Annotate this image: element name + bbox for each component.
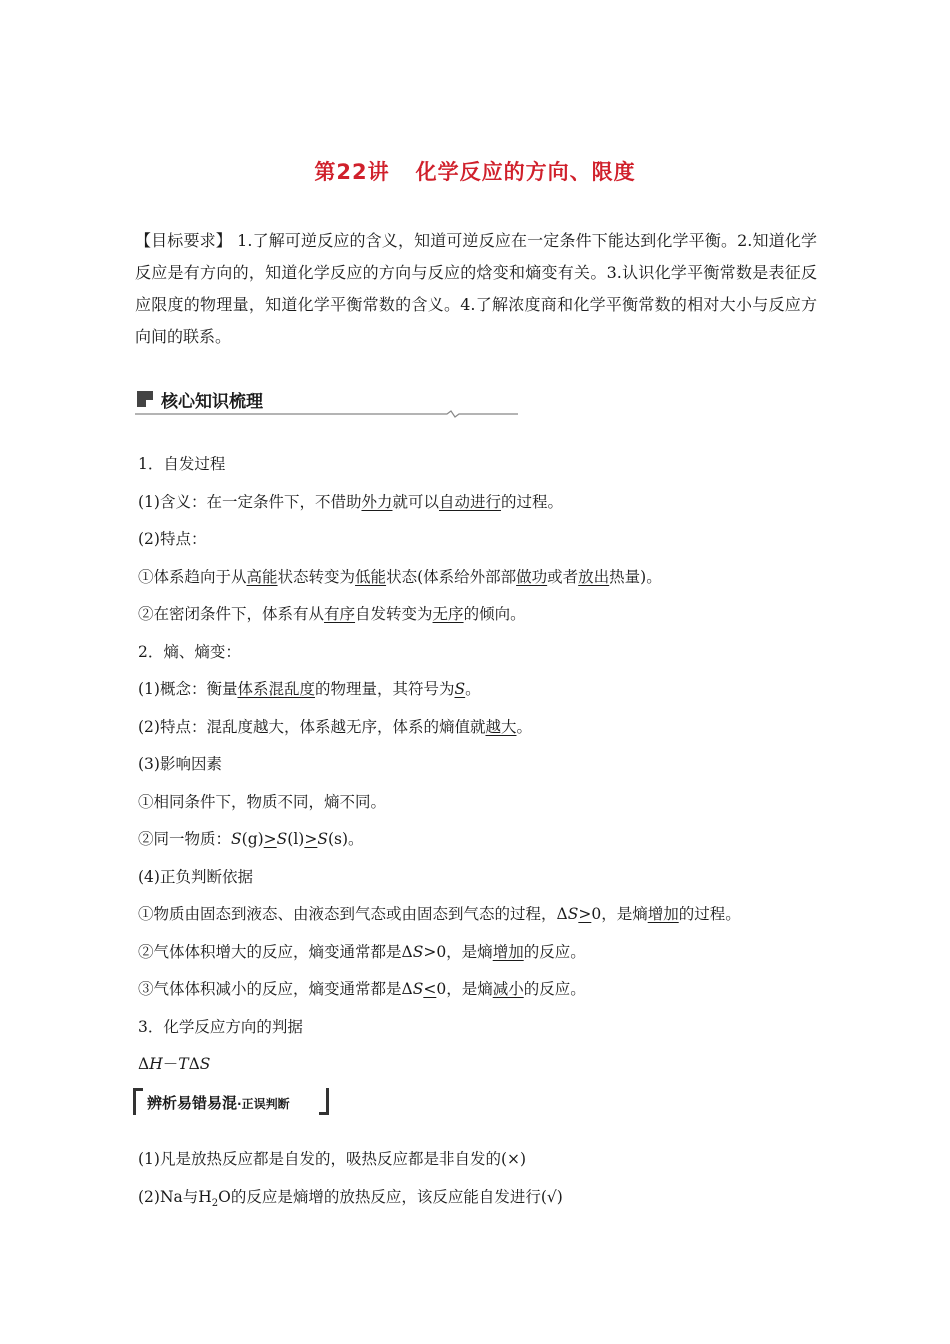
symbol: S bbox=[412, 942, 424, 961]
text: Δ bbox=[188, 1055, 200, 1073]
text: 的过程。 bbox=[501, 492, 564, 511]
answer-blank: S bbox=[454, 680, 466, 698]
answer-blank: 体系混乱度 bbox=[237, 680, 315, 698]
text: >0，是熵 bbox=[423, 942, 493, 961]
judgement-item: (1)凡是放热反应都是自发的，吸热反应都是非自发的(×) bbox=[138, 1150, 527, 1168]
text: ①体系趋向于从 bbox=[138, 567, 247, 586]
text: Δ bbox=[138, 1055, 150, 1073]
text: 自发转变为 bbox=[355, 605, 433, 623]
judgement-list bbox=[138, 1141, 838, 1216]
text: 0，是熵 bbox=[436, 980, 493, 998]
section-underline bbox=[135, 409, 520, 419]
text: 的倾向。 bbox=[463, 605, 526, 623]
answer-blank: 自动进行 bbox=[439, 492, 502, 511]
content-line bbox=[138, 484, 838, 522]
section-square-icon bbox=[137, 391, 153, 407]
text: 0，是熵 bbox=[591, 905, 648, 923]
text: 。 bbox=[465, 680, 481, 698]
symbol: S bbox=[199, 1055, 211, 1073]
content-line: (4)正负判断依据 bbox=[138, 867, 253, 886]
answer-blank: 增加 bbox=[492, 942, 524, 961]
symbol: S bbox=[231, 830, 242, 848]
text: (l) bbox=[287, 830, 305, 848]
text: 热量)。 bbox=[609, 567, 662, 586]
content-line bbox=[138, 821, 838, 859]
right-bracket-icon bbox=[319, 1088, 329, 1115]
text: 的物理量，其符号为 bbox=[314, 680, 455, 698]
text: (1)概念：衡量 bbox=[138, 680, 238, 698]
judgement-item bbox=[138, 1179, 838, 1217]
answer-blank: > bbox=[304, 830, 318, 848]
text: 的反应。 bbox=[523, 980, 586, 998]
content-line: (2)特点： bbox=[138, 530, 207, 548]
content-line bbox=[138, 934, 838, 972]
text: 。 bbox=[516, 717, 532, 736]
symbol: S bbox=[412, 980, 424, 998]
text: (1)含义：在一定条件下，不借助 bbox=[138, 492, 362, 511]
text: 状态(体系给外部部 bbox=[386, 567, 517, 586]
content-line bbox=[138, 559, 838, 597]
text: ①物质由固态到液态、由液态到气态或由固态到气态的过程，Δ bbox=[138, 905, 568, 923]
answer-blank: > bbox=[578, 905, 592, 923]
goals-text: 1.了解可逆反应的含义，知道可逆反应在一定条件下能达到化学平衡。2.知道化学反应是有方向的，知道化学反应的方向与反应的焓变和熵变有关。3.认识化学平衡常数是表征反应限度的物理量，知道化学平衡常数的含义。4.了解浓度商和化学平衡常数的相对大小与反应方向间的联系。 bbox=[135, 231, 817, 346]
text: ②同一物质： bbox=[138, 830, 232, 848]
page-title bbox=[0, 156, 950, 186]
answer-blank: 增加 bbox=[647, 905, 679, 923]
answer-blank: > bbox=[263, 830, 277, 848]
text: 就可以 bbox=[392, 492, 439, 511]
text: ②气体体积增大的反应，熵变通常都是Δ bbox=[138, 942, 413, 961]
text: ③气体体积减小的反应，熵变通常都是Δ bbox=[138, 980, 413, 998]
knowledge-content bbox=[138, 446, 838, 1084]
text: － bbox=[162, 1055, 179, 1073]
answer-blank: 减小 bbox=[492, 980, 524, 998]
symbol: H bbox=[149, 1055, 163, 1073]
content-line bbox=[138, 971, 838, 1009]
learning-goals bbox=[135, 225, 817, 353]
symbol: S bbox=[567, 905, 579, 923]
box-title-sub: ·正误判断 bbox=[237, 1097, 290, 1111]
answer-blank: 低能 bbox=[355, 567, 387, 586]
goals-tag: 【目标要求】 bbox=[135, 231, 232, 250]
lecture-number: 第22讲 bbox=[314, 160, 390, 184]
text: 或者 bbox=[547, 567, 579, 586]
content-line: 3．化学反应方向的判据 bbox=[138, 1017, 303, 1036]
section-label: 核心知识梳理 bbox=[161, 392, 263, 412]
text: ②在密闭条件下，体系有从 bbox=[138, 605, 325, 623]
text: (2)Na与H bbox=[138, 1187, 212, 1206]
answer-blank: 无序 bbox=[432, 605, 464, 623]
box-title-main: 辨析易错易混 bbox=[147, 1094, 238, 1112]
content-line bbox=[138, 596, 838, 634]
text: 的过程。 bbox=[678, 905, 741, 923]
content-line bbox=[138, 896, 838, 934]
text: O的反应是熵增的放热反应，该反应能自发进行(√) bbox=[218, 1187, 563, 1206]
text: 状态转变为 bbox=[277, 567, 356, 586]
subscript: 2 bbox=[211, 1197, 219, 1209]
symbol: T bbox=[178, 1055, 189, 1073]
answer-blank: 做功 bbox=[516, 567, 548, 586]
left-bracket-icon bbox=[133, 1088, 143, 1115]
content-line: ①相同条件下，物质不同，熵不同。 bbox=[138, 792, 387, 811]
answer-blank: 有序 bbox=[324, 605, 356, 623]
text: (2)特点：混乱度越大，体系越无序，体系的熵值就 bbox=[138, 717, 486, 736]
content-line bbox=[138, 1046, 838, 1084]
content-line bbox=[138, 671, 838, 709]
content-line bbox=[138, 709, 838, 747]
answer-blank: < bbox=[423, 980, 437, 998]
text: (g) bbox=[241, 830, 264, 848]
text: 的反应。 bbox=[523, 942, 586, 961]
content-line: 2．熵、熵变： bbox=[138, 642, 241, 661]
text: (s)。 bbox=[327, 830, 364, 848]
symbol: S bbox=[276, 830, 288, 848]
content-line: 1．自发过程 bbox=[138, 455, 226, 473]
section-header bbox=[135, 385, 520, 417]
answer-blank: 高能 bbox=[246, 567, 278, 586]
answer-blank: 放出 bbox=[578, 567, 610, 586]
symbol: S bbox=[317, 830, 328, 848]
answer-blank: 外力 bbox=[361, 492, 393, 511]
box-title bbox=[147, 1092, 290, 1113]
content-line: (3)影响因素 bbox=[138, 755, 222, 773]
lecture-topic: 化学反应的方向、限度 bbox=[415, 160, 636, 184]
answer-blank: 越大 bbox=[485, 717, 517, 736]
